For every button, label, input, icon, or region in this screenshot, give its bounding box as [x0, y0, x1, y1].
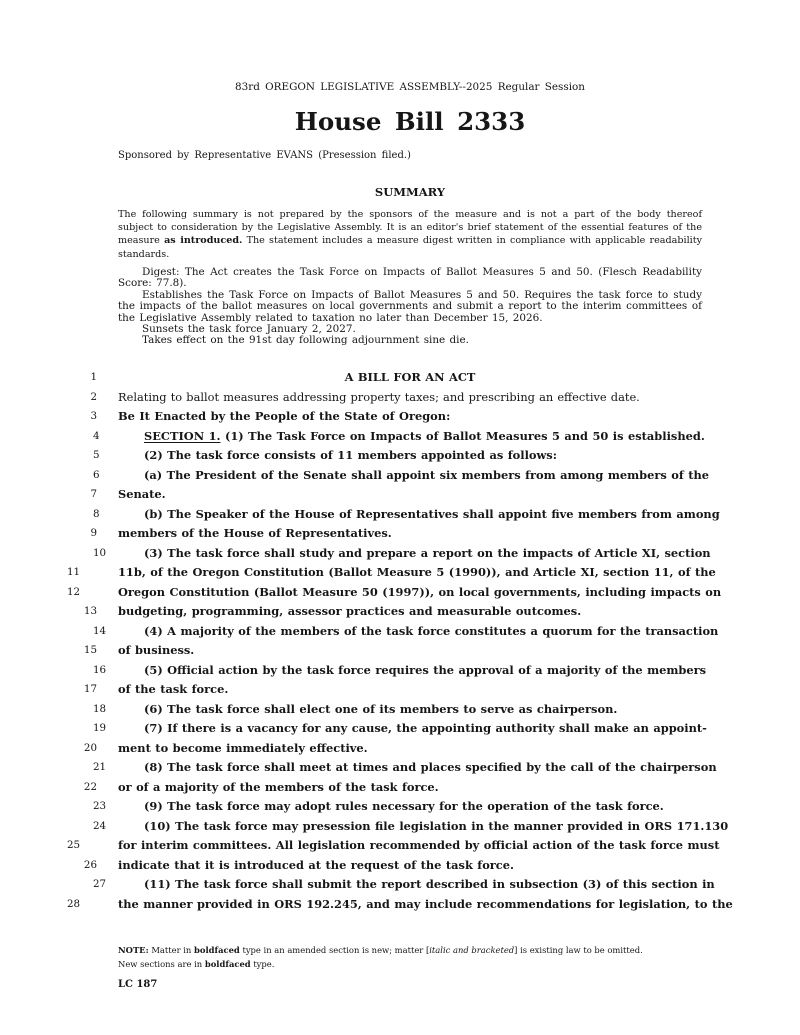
text-segment: The following summary is not prepared by the sponsors of the measure and is not a part of the body thereof subject to consideration by the Legislative Assembly. It is an editor's brief statement of the essential features of the measure — [118, 209, 702, 247]
line-text — [144, 702, 617, 716]
body-line — [93, 466, 710, 486]
line-text — [144, 799, 664, 813]
line-text — [118, 858, 514, 872]
body-line — [93, 758, 717, 778]
text-segment: or of a majority of the members of the task force. — [118, 779, 439, 794]
text-segment: Oregon Constitution (Ballot Measure 50 (1997)), on local governments, including impacts on — [118, 584, 722, 599]
line-number: 6 — [93, 468, 100, 481]
line-number: 23 — [93, 800, 107, 812]
line-number: 14 — [93, 624, 107, 637]
text-segment: (5) Official action by the task force requires the approval of a majority of the members — [144, 662, 707, 677]
text-segment: (1) The Task Force on Impacts of Ballot Measures 5 and 50 is established. — [220, 428, 705, 443]
line-number: 21 — [93, 761, 107, 773]
sponsor-line: Sponsored by Representative EVANS (Presession filed.) — [118, 150, 411, 161]
line-number: 4 — [93, 429, 100, 442]
line-text — [144, 546, 711, 560]
body-line — [90, 368, 702, 388]
bill-body-lines — [67, 368, 733, 914]
digest-paragraph: Takes effect on the 91st day following adjournment sine die. — [142, 334, 469, 347]
text-segment: boldfaced — [194, 945, 240, 955]
line-text — [118, 643, 194, 657]
line-number: 12 — [67, 585, 81, 598]
body-line — [90, 524, 702, 544]
body-line — [83, 602, 702, 622]
body-line — [83, 856, 702, 876]
text-segment: members of the House of Representatives. — [118, 526, 392, 540]
body-line — [93, 817, 729, 837]
line-text — [144, 448, 557, 462]
text-segment: italic and bracketed — [429, 945, 515, 955]
body-line — [93, 505, 720, 525]
body-line — [93, 622, 719, 642]
text-segment: (9) The task force may adopt rules necessary for the operation of the task force. — [144, 799, 664, 813]
body-line — [93, 446, 702, 466]
body-line — [93, 797, 702, 817]
body-line — [83, 641, 702, 661]
line-number: 2 — [90, 390, 97, 403]
text-segment: New sections are in — [118, 958, 205, 969]
text-segment: as introduced. — [164, 235, 243, 247]
text-segment: of business. — [118, 643, 195, 657]
body-line — [90, 388, 702, 408]
text-segment: The statement includes a measure digest written in compliance with applicable readability standards. — [118, 235, 702, 260]
line-number: 5 — [93, 449, 100, 461]
body-line — [83, 680, 702, 700]
body-line — [67, 563, 716, 583]
note-line — [118, 944, 702, 958]
summary-heading: SUMMARY — [374, 185, 446, 199]
line-text — [144, 760, 717, 774]
line-number: 17 — [83, 683, 97, 695]
line-number: 22 — [83, 780, 97, 793]
footer-note — [118, 944, 702, 971]
text-segment: (b) The Speaker of the House of Representatives shall appoint five members from among — [144, 506, 720, 521]
text-segment: for interim committees. All legislation recommended by official action of the task force must — [118, 838, 720, 852]
line-text — [144, 721, 707, 735]
line-number: 27 — [93, 878, 107, 890]
line-number: 19 — [93, 722, 107, 734]
text-segment: 11b, of the Oregon Constitution (Ballot Measure 5 (1990)), and Article XI, section 11, of the — [118, 565, 716, 579]
text-segment: type in an amended section is new; matter [ — [239, 945, 430, 955]
body-line — [90, 485, 702, 505]
line-text — [144, 819, 728, 833]
text-segment: ment to become immediately effective. — [118, 740, 368, 755]
body-line — [93, 875, 715, 895]
line-number: 18 — [93, 702, 107, 715]
line-text — [144, 624, 718, 638]
line-number: 9 — [90, 527, 97, 539]
line-number: 1 — [90, 371, 97, 383]
line-text — [118, 585, 721, 599]
text-segment: Be It Enacted by the People of the State of Oregon: — [118, 409, 451, 423]
digest-paragraph: Digest: The Act creates the Task Force on Impacts of Ballot Measures 5 and 50. (Flesch Readability Score: 77.8). — [118, 266, 702, 290]
line-text — [144, 507, 720, 521]
text-segment: of the task force. — [118, 682, 229, 696]
body-line — [83, 739, 702, 759]
text-segment: (11) The task force shall submit the report described in subsection (3) of this section in — [144, 877, 715, 891]
line-number: 7 — [90, 488, 97, 500]
body-line — [93, 544, 711, 564]
line-number: 26 — [83, 858, 97, 871]
text-segment: (7) If there is a vacancy for any cause, the appointing authority shall make an appoint- — [144, 721, 707, 735]
line-number: 24 — [93, 819, 107, 832]
line-text — [144, 877, 715, 891]
line-number: 28 — [67, 897, 81, 910]
line-text — [118, 604, 581, 618]
line-text — [118, 741, 368, 755]
line-number: 11 — [67, 566, 81, 578]
body-line — [93, 427, 705, 447]
lc-number: LC 187 — [118, 979, 158, 990]
line-text — [118, 487, 166, 501]
bill-title: House Bill 2333 — [294, 107, 526, 136]
note-line — [118, 958, 702, 972]
line-number: 25 — [67, 839, 81, 851]
line-text — [345, 370, 476, 384]
text-segment: (a) The President of the Senate shall appoint six members from among members of the — [144, 467, 710, 482]
line-text — [144, 663, 706, 677]
text-segment: NOTE: — [118, 945, 149, 955]
body-line — [90, 407, 702, 427]
text-segment: Matter in — [148, 945, 194, 955]
line-text — [118, 565, 716, 579]
line-number: 13 — [83, 605, 97, 617]
line-text — [118, 838, 719, 852]
body-line — [83, 778, 702, 798]
body-line — [67, 895, 733, 915]
digest-paragraph: Sunsets the task force January 2, 2027. — [142, 323, 356, 336]
session-header: 83rd OREGON LEGISLATIVE ASSEMBLY--2025 Regular Session — [235, 81, 585, 93]
line-number: 3 — [90, 410, 97, 422]
line-text — [118, 526, 392, 540]
line-text — [118, 682, 228, 696]
text-segment: budgeting, programming, assessor practices and measurable outcomes. — [118, 604, 582, 618]
digest-paragraph: Establishes the Task Force on Impacts of Ballot Measures 5 and 50. Requires the task force to study the impacts of the ballot measures on local governments and submit a report to the interim committees of the Legislative Assembly related to taxation no later than December 15, 2026. — [118, 288, 702, 324]
line-text — [118, 409, 450, 423]
text-segment: indicate that it is introduced at the request of the task force. — [118, 857, 514, 872]
text-segment: (10) The task force may presession file legislation in the manner provided in ORS 171.130 — [144, 818, 729, 833]
summary-disclaimer — [118, 208, 702, 261]
text-segment: the manner provided in ORS 192.245, and may include recommendations for legislation, to the — [118, 896, 733, 911]
body-line — [67, 583, 722, 603]
line-number: 16 — [93, 663, 107, 676]
text-segment: (3) The task force shall study and prepare a report on the impacts of Article XI, section — [144, 545, 711, 560]
text-segment: (8) The task force shall meet at times and places specified by the call of the chairperson — [144, 760, 717, 774]
line-number: 20 — [83, 741, 97, 754]
line-text — [118, 780, 439, 794]
body-line — [67, 836, 720, 856]
text-segment: (4) A majority of the members of the task force constitutes a quorum for the transaction — [144, 623, 719, 638]
line-text — [144, 429, 705, 443]
text-segment: (6) The task force shall elect one of its members to serve as chairperson. — [144, 701, 618, 716]
line-text — [144, 468, 709, 482]
line-number: 8 — [93, 507, 100, 520]
text-segment: ] is existing law to be omitted. — [514, 945, 643, 955]
body-line — [93, 719, 707, 739]
line-number: 15 — [83, 644, 97, 656]
text-segment: (2) The task force consists of 11 members appointed as follows: — [144, 448, 557, 462]
body-line — [93, 700, 702, 720]
text-segment: Relating to ballot measures addressing property taxes; and prescribing an effective date. — [118, 389, 640, 404]
line-number: 10 — [93, 546, 107, 559]
text-segment: SECTION 1. — [144, 428, 221, 443]
line-text — [118, 897, 733, 911]
measure-digest — [118, 267, 702, 347]
text-segment: type. — [250, 958, 275, 969]
text-segment: A BILL FOR AN ACT — [344, 370, 476, 384]
line-text — [118, 390, 640, 404]
text-segment: boldfaced — [204, 958, 251, 969]
text-segment: Senate. — [118, 487, 166, 501]
body-line — [93, 661, 707, 681]
